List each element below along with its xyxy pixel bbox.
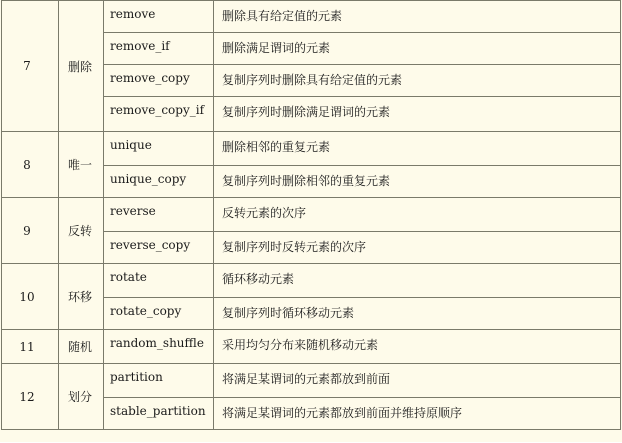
function-name: reverse (104, 198, 214, 232)
function-name: random_shuffle (104, 330, 214, 364)
function-description: 采用均匀分布来随机移动元素 (214, 330, 621, 364)
function-description: 复制序列时删除具有给定值的元素 (214, 65, 621, 97)
group-category: 划分 (59, 364, 104, 430)
group-category: 环移 (59, 264, 104, 330)
function-description: 复制序列时反转元素的次序 (214, 232, 621, 264)
group-index: 12 (2, 364, 59, 430)
function-name: stable_partition (104, 398, 214, 430)
function-description: 将满足某谓词的元素都放到前面并维持原顺序 (214, 398, 621, 430)
group-index: 9 (2, 198, 59, 264)
function-description: 复制序列时删除相邻的重复元素 (214, 166, 621, 198)
group-index: 8 (2, 132, 59, 198)
group-index: 11 (2, 330, 59, 364)
table-row (2, 1, 621, 33)
function-name: remove (104, 1, 214, 33)
group-category: 随机 (59, 330, 104, 364)
function-name: remove_copy_if (104, 97, 214, 132)
function-description: 删除相邻的重复元素 (214, 132, 621, 166)
function-description: 将满足某谓词的元素都放到前面 (214, 364, 621, 398)
function-description: 反转元素的次序 (214, 198, 621, 232)
function-name: partition (104, 364, 214, 398)
group-category: 反转 (59, 198, 104, 264)
function-name: reverse_copy (104, 232, 214, 264)
table-row (2, 198, 621, 232)
function-name: remove_if (104, 33, 214, 65)
table-row (2, 132, 621, 166)
function-description: 删除具有给定值的元素 (214, 1, 621, 33)
group-category: 删除 (59, 1, 104, 132)
function-name: unique_copy (104, 166, 214, 198)
table-row (2, 330, 621, 364)
algorithm-table (1, 0, 621, 430)
function-name: remove_copy (104, 65, 214, 97)
function-description: 循环移动元素 (214, 264, 621, 298)
group-index: 7 (2, 1, 59, 132)
table-row (2, 364, 621, 398)
group-category: 唯一 (59, 132, 104, 198)
function-description: 复制序列时删除满足谓词的元素 (214, 97, 621, 132)
table-row (2, 264, 621, 298)
function-name: rotate (104, 264, 214, 298)
function-name: unique (104, 132, 214, 166)
group-index: 10 (2, 264, 59, 330)
function-description: 复制序列时循环移动元素 (214, 298, 621, 330)
function-description: 删除满足谓词的元素 (214, 33, 621, 65)
function-name: rotate_copy (104, 298, 214, 330)
